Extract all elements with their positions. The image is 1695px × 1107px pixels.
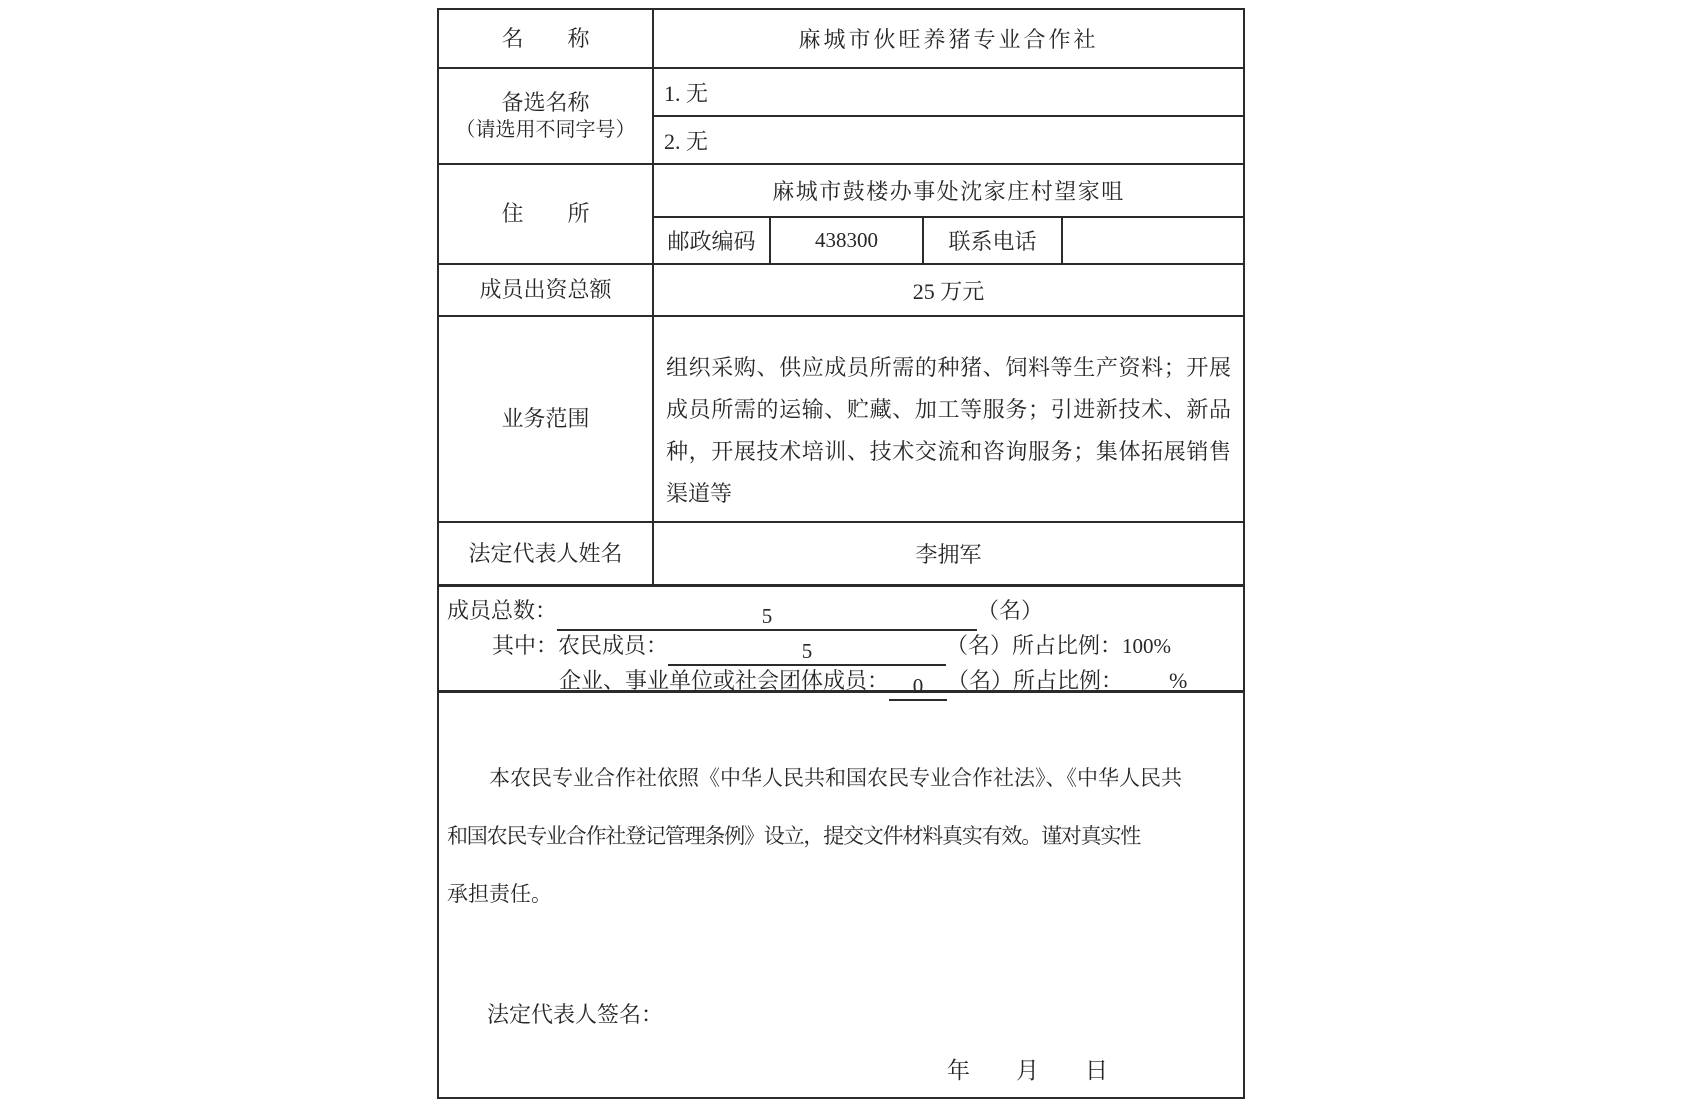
alt-names-label xyxy=(439,69,654,163)
member-total-label: 成员总数： xyxy=(447,598,558,623)
alt-names-values xyxy=(654,69,1243,163)
org-members-underline: 0 xyxy=(889,674,947,701)
business-scope-value: 组织采购、供应成员所需的种猪、饲料等生产资料；开展成员所需的运输、贮藏、加工等服务；引进新技术、新品种，开展技术培训、技术交流和咨询服务；集体拓展销售渠道等 xyxy=(666,355,1231,506)
capital-label: 成员出资总额 xyxy=(439,265,654,315)
address-row xyxy=(439,165,1243,265)
cooperative-registration-table xyxy=(437,8,1245,1099)
name-row xyxy=(439,10,1243,69)
member-total-line xyxy=(447,596,1243,631)
members-section xyxy=(439,587,1243,698)
capital-row xyxy=(439,265,1243,317)
postal-phone-subrow xyxy=(654,218,1243,263)
business-scope-label: 业务范围 xyxy=(439,317,654,521)
address-values xyxy=(654,165,1243,263)
alt-names-label-line2: （请选用不同字号） xyxy=(455,119,636,142)
business-scope-row xyxy=(439,317,1243,523)
date-line: 年 月 日 xyxy=(947,1058,1108,1083)
signature-label: 法定代表人签名： xyxy=(487,1002,664,1027)
org-ratio-underline xyxy=(1123,666,1169,693)
legal-rep-row xyxy=(439,523,1243,587)
declaration-line-1: 本农民专业合作社依照《中华人民共和国农民专业合作社法》、《中华人民共 xyxy=(489,766,1182,790)
legal-rep-label: 法定代表人姓名 xyxy=(439,523,654,584)
declaration-line-3: 承担责任。 xyxy=(447,882,552,906)
farmer-members-underline: 5 xyxy=(668,639,946,666)
phone-label: 联系电话 xyxy=(924,218,1063,263)
name-label: 名 称 xyxy=(439,10,654,67)
member-total-suffix: （名） xyxy=(977,598,1044,623)
percent-sign: % xyxy=(1169,668,1188,693)
farmer-members-suffix: （名）所占比例： xyxy=(946,633,1123,658)
address-value: 麻城市鼓楼办事处沈家庄村望家咀 xyxy=(654,165,1243,218)
name-value: 麻城市伙旺养猪专业合作社 xyxy=(798,27,1099,52)
declaration-section xyxy=(439,693,1243,1097)
alt-name-option-1: 1. 无 xyxy=(654,69,1243,117)
capital-value: 25 万元 xyxy=(912,278,985,304)
postal-code-value: 438300 xyxy=(771,218,924,263)
declaration-line-2: 和国农民专业合作社登记管理条例》设立，提交文件材料真实有效。谨对真实性 xyxy=(447,824,1140,848)
alt-names-label-line1: 备选名称 xyxy=(501,89,590,115)
phone-value xyxy=(1063,218,1243,263)
org-members-suffix: （名）所占比例： xyxy=(947,668,1124,693)
alt-name-option-2: 2. 无 xyxy=(664,128,709,154)
farmer-members-line xyxy=(492,631,1243,666)
farmer-ratio-value: 100% xyxy=(1122,634,1172,658)
org-members-line xyxy=(559,666,1243,701)
alt-names-row xyxy=(439,69,1243,165)
address-label: 住 所 xyxy=(439,165,654,263)
legal-rep-value: 李拥军 xyxy=(915,542,982,567)
among-label: 其中： xyxy=(492,633,559,658)
org-members-label: 企业、事业单位或社会团体成员： xyxy=(559,668,890,693)
member-total-underline: 5 xyxy=(557,604,977,631)
farmer-members-label: 农民成员： xyxy=(558,633,669,658)
postal-code-label: 邮政编码 xyxy=(654,218,771,263)
